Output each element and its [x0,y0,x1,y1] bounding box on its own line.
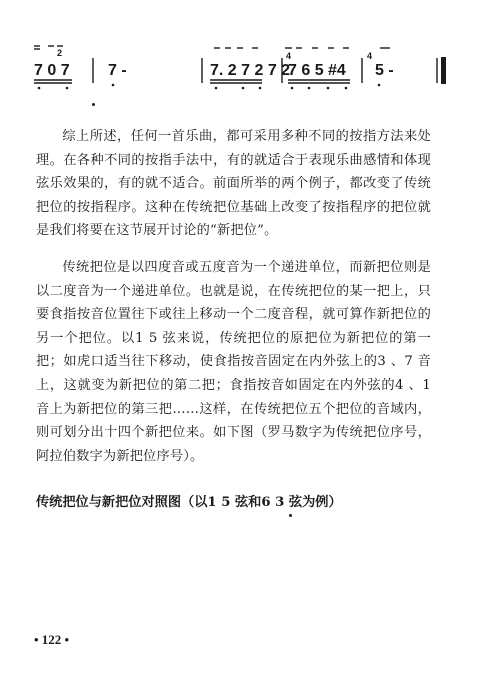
figure-caption: 传统把位与新把位对照图（以1 5 弦和6 3 弦为例） [36,495,342,510]
fingering-mark: 4 [367,51,373,61]
music-notation-line [30,38,460,98]
measure-3: 7. 2 7 2 7 2 [210,62,291,79]
jianpu-score [30,38,460,98]
body-paragraph-2: 传统把位是以四度音或五度音为一个递进单位，而新把位则是以二度音为一个递进单位。也就是说，在传统把位的某一把上，只要食指按音位置往下或往上移动一个二度音程，就可算作新把位的另一个把位。以1 5 弦来说，传统把位的原把位为新把位的第一把；如虎口适当往下移动，使食指按音固定在内外弦上的3 、7 音上，这就变为新把位的第二把；食指按音如固定在内外弦的4 、1 音上为新把位的第三把……这样，在传统把位五个把位的音域内，则可划分出十四个新把位来。如下图（罗马数字为传统把位序号，阿拉伯数字为新把位序号）。 [36,260,431,464]
stray-dot [92,103,95,106]
measure-5: 5 - [375,62,394,79]
body-paragraph-1: 综上所述，任何一首乐曲，都可采用多种不同的按指方法来处理。在各种不同的按指手法中，有的就适合于表现乐曲感情和体现弦乐效果的，有的就不适合。前面所举的两个例子，都改变了传统把位的按指程序。这种在传统把位基础上改变了按指程序的把位就是我们将要在这节展开讨论的“新把位”。 [36,129,431,239]
fingering-mark: 2 [57,48,63,58]
measure-2: 7 - [108,62,127,79]
stray-dot [289,514,292,517]
page-number: • 122 • [34,632,70,647]
measure-4: 7 6 5 #4 [288,62,346,79]
measure-1: 7 0 7 [34,62,70,79]
fingering-mark: 4 [286,51,292,61]
